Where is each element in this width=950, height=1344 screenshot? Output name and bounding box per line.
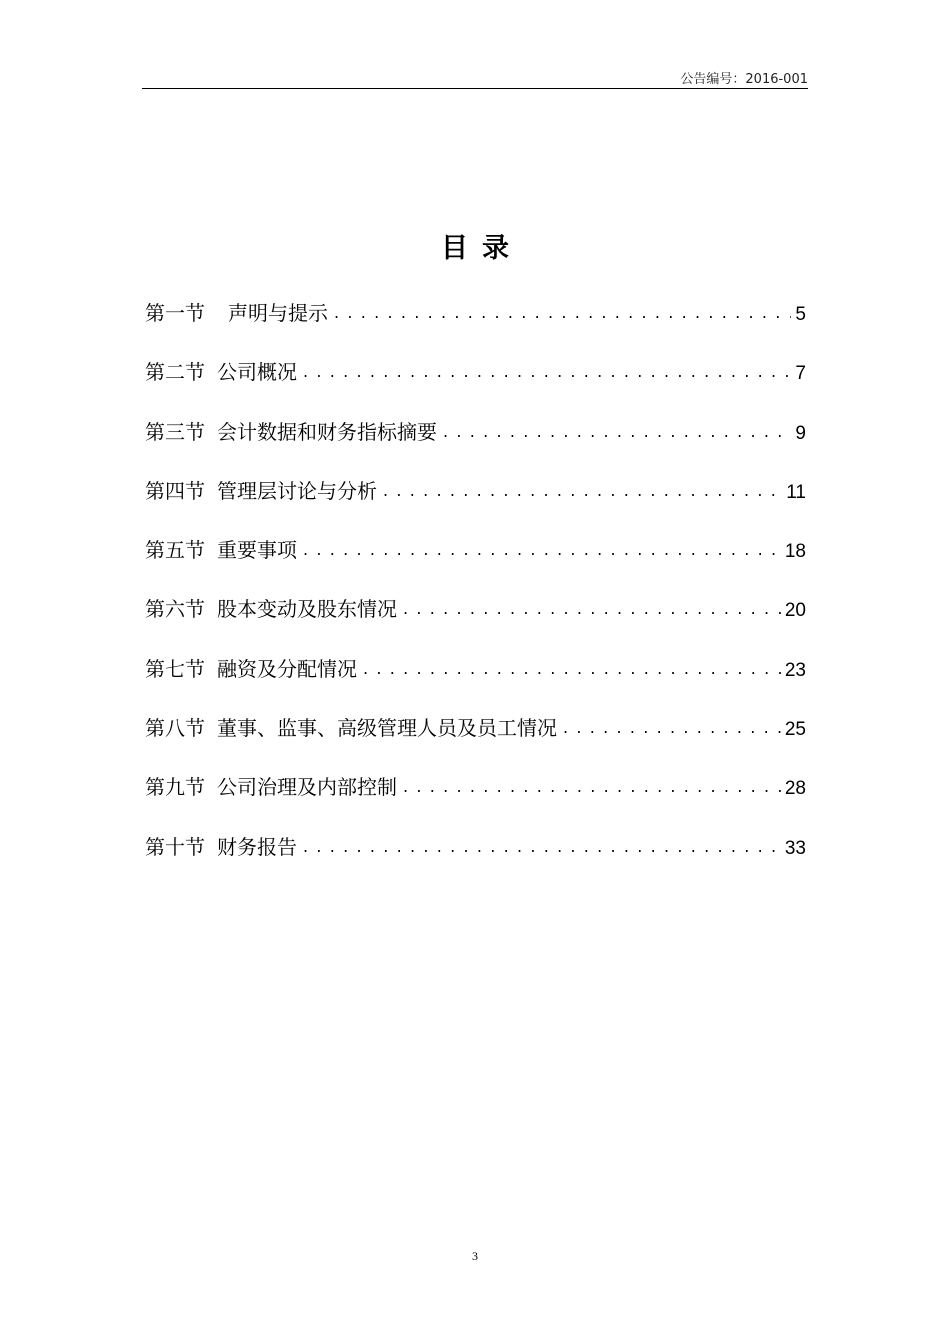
toc-section-number: 第二节 — [145, 360, 205, 385]
toc-entry[interactable] — [145, 771, 806, 830]
toc-section-number: 第十节 — [145, 834, 205, 859]
toc-section-number: 第七节 — [145, 656, 205, 681]
toc-section-number: 第九节 — [145, 775, 205, 800]
toc-section-title: 重要事项 — [217, 538, 297, 563]
toc-entry[interactable] — [145, 593, 806, 652]
page-number: 3 — [472, 1249, 478, 1263]
toc-section-number: 第八节 — [145, 716, 205, 741]
toc-entry[interactable] — [145, 831, 806, 890]
toc-section-number: 第六节 — [145, 597, 205, 622]
toc-dot-leader — [303, 359, 791, 379]
toc-dot-leader — [363, 656, 781, 676]
toc-entry[interactable] — [145, 416, 806, 475]
toc-dot-leader — [403, 774, 781, 794]
toc-dot-leader — [403, 596, 781, 616]
toc-section-title: 管理层讨论与分析 — [217, 478, 377, 503]
toc-section-number: 第三节 — [145, 419, 205, 444]
toc-entry[interactable] — [145, 653, 806, 712]
toc-page-number: 18 — [784, 541, 806, 563]
toc-section-title: 融资及分配情况 — [217, 656, 357, 681]
toc-section-title: 公司治理及内部控制 — [217, 775, 397, 800]
toc-entry[interactable] — [145, 475, 806, 534]
toc-section-title: 声明与提示 — [228, 301, 328, 325]
table-of-contents — [145, 297, 806, 890]
toc-section-number: 第四节 — [145, 478, 205, 503]
toc-dot-leader — [334, 300, 791, 320]
toc-page-number: 9 — [795, 422, 806, 444]
toc-page-number: 7 — [795, 363, 806, 385]
toc-section-number: 第一节 — [145, 301, 205, 325]
toc-section-number: 第五节 — [145, 538, 205, 563]
toc-entry[interactable] — [145, 712, 806, 771]
header-divider — [142, 88, 808, 89]
header-doc-number: 公告编号：2016-001 — [680, 72, 808, 87]
toc-entry[interactable] — [145, 356, 806, 415]
toc-dot-leader — [383, 478, 782, 498]
toc-section-title: 董事、监事、高级管理人员及员工情况 — [217, 716, 557, 741]
toc-page-number: 28 — [784, 778, 806, 800]
toc-page-number: 25 — [784, 719, 806, 741]
toc-section-title: 股本变动及股东情况 — [217, 597, 397, 622]
toc-dot-leader — [303, 834, 781, 854]
toc-dot-leader — [563, 715, 781, 735]
toc-title: 目录 — [441, 233, 523, 264]
toc-page-number: 11 — [786, 481, 806, 503]
toc-entry[interactable] — [145, 534, 806, 593]
toc-page-number: 5 — [795, 304, 806, 325]
toc-page-number: 23 — [784, 659, 806, 681]
toc-section-title: 公司概况 — [217, 360, 297, 385]
toc-page-number: 20 — [784, 600, 806, 622]
toc-entry[interactable] — [145, 297, 806, 356]
toc-section-title: 会计数据和财务指标摘要 — [217, 419, 437, 444]
toc-section-title: 财务报告 — [217, 834, 297, 859]
toc-dot-leader — [303, 537, 781, 557]
toc-page-number: 33 — [784, 837, 806, 859]
toc-dot-leader — [443, 419, 791, 439]
